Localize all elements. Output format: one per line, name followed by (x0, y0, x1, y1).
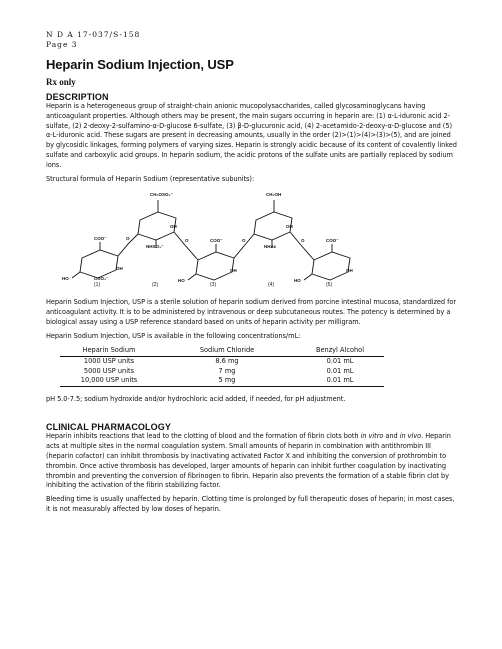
label-nhac: NHAc (264, 244, 277, 250)
table-cell: 0.01 mL (326, 357, 354, 366)
unit-label-4: (4) (268, 282, 275, 289)
table-cell: 7 mg (218, 366, 236, 375)
clinical-pharmacology-heading: CLINICAL PHARMACOLOGY (46, 422, 171, 433)
label-oso3: OSO₃⁻ (94, 276, 109, 282)
document-id: N D A 17-037/S-158 (46, 30, 141, 39)
table-cell: 1000 USP units (83, 357, 135, 366)
label-coo-3: COO⁻ (210, 238, 223, 244)
subunit-number-row (54, 282, 458, 294)
label-ho-1: HO (62, 276, 69, 282)
concentrations-intro: Heparin Sodium Injection, USP is available in the following concentrations/mL: (46, 331, 301, 340)
concentration-table (60, 346, 384, 387)
column-header-benzyl-alcohol: Benzyl Alcohol (296, 346, 384, 357)
column-header-heparin: Heparin Sodium (60, 346, 158, 357)
in-vivo-italic: in vivo (399, 432, 422, 441)
label-ho-5: HO (294, 278, 301, 284)
bleeding-time-paragraph: Bleeding time is usually unaffected by heparin. Clotting time is prolonged by full therapeutic doses of heparin; in most cases, it is not measurably affected by low doses of heparin. (46, 495, 455, 513)
description-heading: DESCRIPTION (46, 92, 109, 102)
table-cell: 10,000 USP units (60, 376, 158, 386)
text-run: and (383, 432, 400, 441)
page-number: Page 3 (46, 39, 78, 49)
unit-label-5: (5) (326, 282, 333, 289)
unit-label-1: (1) (94, 282, 101, 289)
label-ch2oso3: CH₂OSO₃⁻ (150, 192, 173, 198)
text-run: Heparin inhibits reactions that lead to the clotting of blood and the formation of fibrin clots both (46, 432, 361, 441)
ring-unit-1 (80, 250, 118, 278)
structural-formula-figure (54, 186, 384, 289)
label-oh-2: OH (170, 224, 177, 230)
label-oh-3: OH (230, 268, 237, 274)
label-o-link-4: O (301, 238, 305, 244)
text-run: . Heparin acts at multiple sites in the normal coagulation system. Small amounts of heparin in combination with antithrombin III (heparin cofactor) can inhibit thrombosis by inactivating activated Factor X and inhibiting the conversion of prothrombin to thrombin. Once active thrombosis has developed, larger amounts of heparin can inhibit further coagulation by inactivating thrombin and preventing the conversion of fibrinogen to fibrin. Heparin also prevents the formation of a stable fibrin clot by inhibiting the activation of the fibrin stabilizing factor. (46, 432, 451, 490)
product-paragraph: Heparin Sodium Injection, USP is a sterile solution of heparin sodium derived from porcine intestinal mucosa, standardized for anticoagulant activity. It is to be administered by intravenous or deep subcutaneous routes. The potency is determined by a biological assay using a USP reference standard based on units of heparin activity per milligram. (46, 298, 457, 326)
ring-unit-3 (196, 252, 234, 280)
table-cell: 8.6 mg (215, 357, 239, 366)
table-row (60, 376, 384, 386)
column-header-sodium-chloride: Sodium Chloride (158, 346, 296, 357)
label-nhso3: NHSO₃⁻ (146, 244, 164, 250)
label-o-link-2: O (185, 238, 189, 244)
table-cell: 0.01 mL (296, 376, 384, 386)
table-cell: 5 mg (158, 376, 296, 386)
label-ch2oh: CH₂OH (266, 192, 282, 198)
clinical-pharmacology-paragraph (46, 432, 458, 491)
description-paragraph: Heparin is a heterogeneous group of straight-chain anionic mucopolysaccharides, called glycosaminoglycans having anticoagulant properties. Although others may be present, the main sugars occurring in heparin are: (1) α-L-iduronic acid 2-sulfate, (2) 2-deoxy-2-sulfamino-α-D-glucose 6-sulfate, (3) β-D-glucuronic acid, (4) 2-acetamido-2-deoxy-α-D-glucose and (5) α-L-iduronic acid. These sugars are present in decreasing amounts, usually in the order (2)>(1)>(4)>(3)>(5), and are joined by glycosidic linkages, forming polymers of varying sizes. Heparin is strongly acidic because of its content of covalently linked sulfate and carboxylic acid groups. In heparin sodium, the acidic protons of the sulfate units are partially replaced by sodium ions. (46, 102, 457, 169)
unit-label-3: (3) (210, 282, 217, 289)
table-cell: 5000 USP units (83, 366, 135, 375)
label-o-link-1: O (126, 236, 130, 242)
table-row (60, 357, 384, 367)
document-page (46, 30, 458, 515)
ring-unit-5 (312, 252, 350, 280)
table-row (60, 367, 384, 377)
page-title: Heparin Sodium Injection, USP (46, 57, 234, 72)
table-header-row (60, 346, 384, 357)
in-vitro-italic: in vitro (360, 432, 384, 441)
rx-only-label: Rx only (46, 77, 76, 87)
label-o-link-3: O (242, 238, 246, 244)
label-oh-4: OH (286, 224, 293, 230)
label-oh-1: OH (116, 266, 123, 272)
structural-formula-caption: Structural formula of Heparin Sodium (representative subunits): (46, 174, 255, 183)
label-oh-5: OH (346, 268, 353, 274)
table-cell: 0.01 mL (326, 366, 354, 375)
label-ho-3: HO (178, 278, 185, 284)
label-coo-5: COO⁻ (326, 238, 339, 244)
ph-note: pH 5.0-7.5; sodium hydroxide and/or hydrochloric acid added, if needed, for pH adjustment. (46, 394, 346, 403)
label-coo-1: COO⁻ (94, 236, 107, 242)
unit-label-2: (2) (152, 282, 159, 289)
